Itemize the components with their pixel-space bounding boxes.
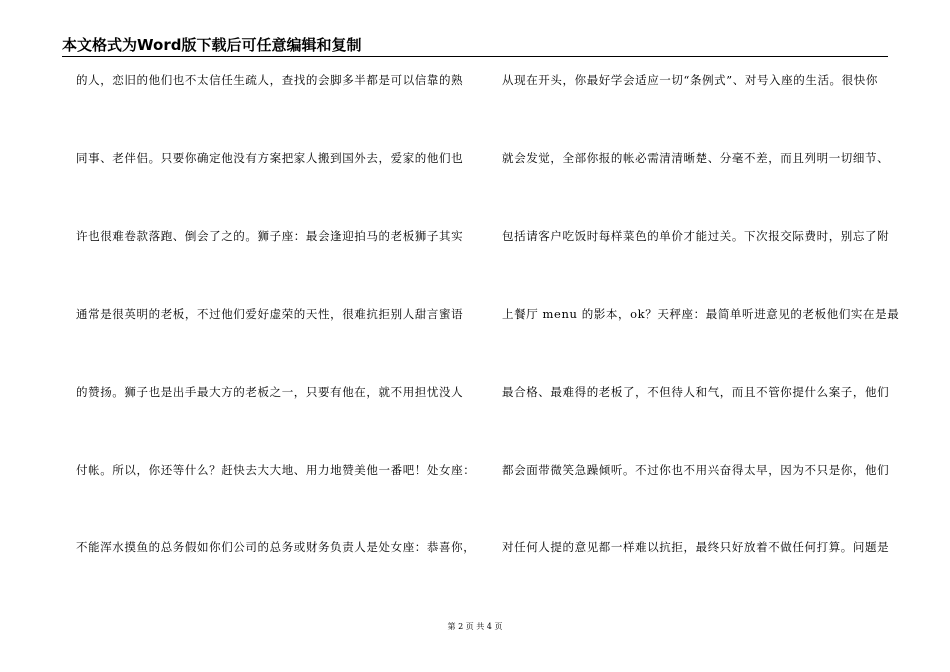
page-number: 第 2 页 共 4 页 (447, 622, 503, 631)
text-line: 对任何人提的意见都一样难以抗拒，最终只好放着不做任何打算。问题是 (502, 540, 890, 554)
text-line: 包括请客户吃饭时每样菜色的单价才能过关。下次报交际费时，别忘了附 (502, 229, 890, 243)
text-line: 不能浑水摸鱼的总务假如你们公司的总务或财务负责人是处女座：恭喜你， (76, 540, 476, 554)
text-line: 从现在开头，你最好学会适应一切“条例式”、对号入座的生活。很快你 (502, 73, 878, 87)
text-line: 的赞扬。狮子也是出手最大方的老板之一，只要有他在，就不用担忧没人 (76, 385, 464, 399)
text-line: 付帐。所以，你还等什么？赶快去大大地、用力地赞美他一番吧！处女座： (76, 463, 476, 477)
text-line: 同事、老伴侣。只要你确定他没有方案把家人搬到国外去，爱家的他们也 (76, 151, 464, 165)
text-line: 就会发觉，全部你报的帐必需清清晰楚、分毫不差，而且列明一切细节、 (502, 151, 890, 165)
text-line: 的人，恋旧的他们也不太信任生疏人，查找的会脚多半都是可以信靠的熟 (76, 73, 464, 87)
text-line: 上餐厅 menu 的影本，ok？天秤座：最简单听进意见的老板他们实在是最 (502, 307, 900, 321)
text-line: 通常是很英明的老板，不过他们爱好虚荣的天性，很难抗拒别人甜言蜜语 (76, 307, 464, 321)
header-divider (62, 56, 888, 57)
document-header (62, 36, 888, 58)
text-line: 最合格、最难得的老板了，不但待人和气，而且不管你提什么案子，他们 (502, 385, 890, 399)
header-title: 本文格式为Word版下载后可任意编辑和复制 (62, 36, 362, 54)
text-line: 许也很难卷款落跑、倒会了之的。狮子座：最会逢迎拍马的老板狮子其实 (76, 229, 464, 243)
text-line: 都会面带微笑急躁倾听。不过你也不用兴奋得太早，因为不只是你，他们 (502, 463, 890, 477)
